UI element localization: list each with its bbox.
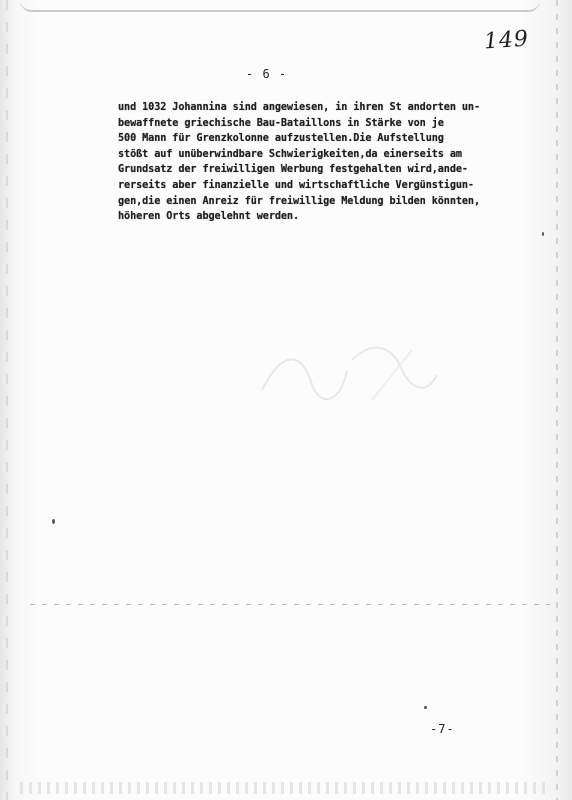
folio-number: 149 (483, 26, 530, 55)
body-line: höheren Orts abgelehnt werden. (118, 211, 300, 223)
faint-bleed-through-mark (252, 330, 442, 420)
next-page-marker: -7- (430, 722, 455, 736)
ink-speck (424, 706, 427, 709)
body-line: rerseits aber finanzielle und wirtschaftliche Vergünstigun- (118, 179, 474, 191)
page-left-edge (6, 0, 8, 800)
body-line: und 1032 Johannina sind angewiesen, in ihren St andorten un- (118, 102, 481, 113)
page-right-edge (556, 0, 558, 800)
ink-speck (52, 519, 55, 524)
page-top-edge (20, 0, 540, 12)
page-number: - 6 - (246, 67, 288, 81)
body-text (118, 100, 528, 225)
body-line: stößt auf unüberwindbare Schwierigkeiten,da einerseits am (118, 148, 462, 160)
body-line: 500 Mann für Grenzkolonne aufzustellen.Die Aufstellung (118, 133, 444, 145)
fold-line (30, 604, 550, 605)
body-line: bewaffnete griechische Bau-Bataillons in Stärke von je (118, 117, 444, 129)
ink-speck (542, 232, 544, 236)
body-line: gen,die einen Anreiz für freiwillige Meldung bilden könnten, (118, 195, 481, 207)
body-line: Grundsatz der freiwilligen Werbung festgehalten wird,ande- (118, 164, 468, 176)
bottom-scuff (20, 782, 550, 794)
